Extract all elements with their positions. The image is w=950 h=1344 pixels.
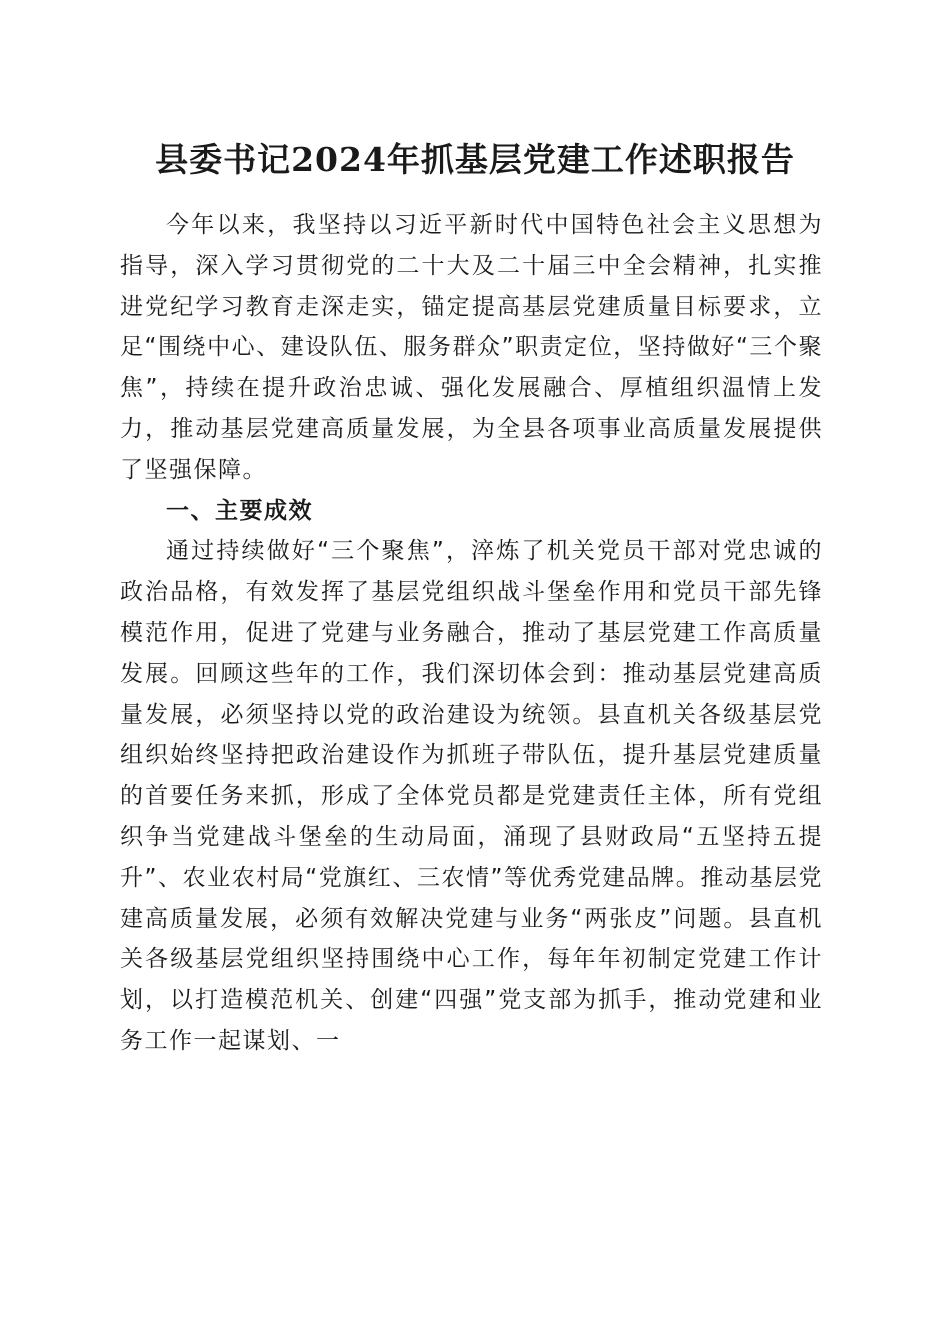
section-paragraph: 通过持续做好“三个聚焦”，淬炼了机关党员干部对党忠诚的政治品格，有效发挥了基层党组织战斗堡垒作用和党员干部先锋模范作用，促进了党建与业务融合，推动了基层党建工作高质量发展。回顾这些年的工作，我们深切体会到：推动基层党建高质量发展，必须坚持以党的政治建设为统领。县直机关各级基层党组织始终坚持把政治建设作为抓班子带队伍，提升基层党建质量的首要任务来抓，形成了全体党员都是党建责任主体，所有党组织争当党建战斗堡垒的生动局面，涌现了县财政局“五坚持五提升”、农业农村局“党旗红、三农情”等优秀党建品牌。推动基层党建高质量发展，必须有效解决党建与业务“两张皮”问题。县直机关各级基层党组织坚持围绕中心工作，每年年初制定党建工作计划，以打造模范机关、创建“四强”党支部为抓手，推动党建和业务工作一起谋划、一 (120, 538, 823, 1054)
document-title: 县委书记2024年抓基层党建工作述职报告 (155, 140, 795, 179)
document-body (120, 205, 823, 1062)
intro-paragraph: 今年以来，我坚持以习近平新时代中国特色社会主义思想为指导，深入学习贯彻党的二十大及二十届三中全会精神，扎实推进党纪学习教育走深走实，锚定提高基层党建质量目标要求，立足“围绕中心、建设队伍、服务群众”职责定位，坚持做好“三个聚焦”，持续在提升政治忠诚、强化发展融合、厚植组织温情上发力，推动基层党建高质量发展，为全县各项事业高质量发展提供了坚强保障。 (120, 212, 823, 483)
section-heading-main-achievements: 一、主要成效 (166, 497, 313, 524)
